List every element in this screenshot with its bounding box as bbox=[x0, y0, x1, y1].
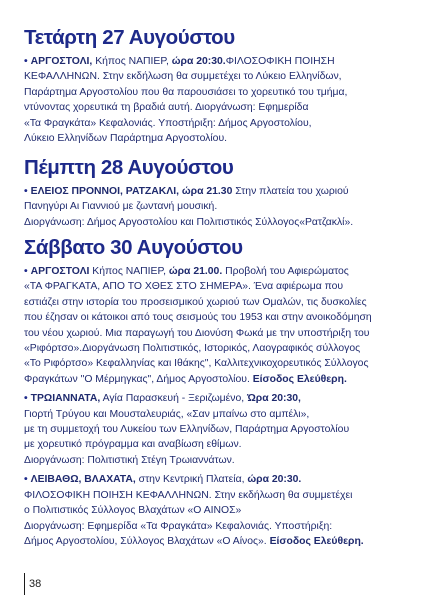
event-text: στην Κεντρική Πλατεία, bbox=[135, 474, 248, 486]
event-text-line bbox=[24, 356, 424, 371]
event-emphasis: ώρα 20:30. bbox=[247, 474, 302, 486]
event-text: Προβολή του Αφιερώματος bbox=[222, 266, 349, 277]
event-emphasis: Είσοδος Ελεύθερη. bbox=[252, 373, 347, 385]
event-text-line bbox=[24, 534, 424, 549]
event-emphasis: ΤΡΩΙΑΝΝΑΤΑ, bbox=[30, 393, 101, 405]
event-emphasis: Είσοδος Ελεύθερη. bbox=[269, 535, 364, 547]
event-emphasis: ΑΡΓΟΣΤΟΛΙ bbox=[30, 266, 90, 277]
event-emphasis: Ώρα 20:30, bbox=[247, 393, 301, 405]
event-text: Πανηγύρι Αι Γιαννιού με ζωντανή μουσική. bbox=[24, 201, 218, 213]
event-text: που έζησαν οι κάτοικοι από τους σεισμούς του 1953 και στην ανοικοδόμηση bbox=[24, 312, 372, 324]
event-emphasis: ΛΕΙΒΑΘΩ, ΒΛΑΧΑΤΑ, bbox=[30, 474, 136, 486]
event-text: Διοργάνωση: Εφημερίδα «Τα Φραγκάτα» Κεφαλονιάς. Υποστήριξη: bbox=[24, 520, 333, 532]
event-text-line bbox=[24, 215, 424, 230]
event-text: ο Πολιτιστικός Σύλλογος Βλαχάτων «Ο ΑΙΝΟΣ» bbox=[24, 505, 242, 517]
event-text: εστιάζει στην ιστορία του προσεισμικού χωριού των Ομαλών, τις δυσκολίες bbox=[24, 296, 367, 308]
event-text-line bbox=[24, 279, 424, 294]
event-text-line bbox=[24, 54, 424, 69]
bullet-icon: • bbox=[24, 393, 28, 405]
event-entry bbox=[24, 54, 424, 146]
event-text-line bbox=[24, 310, 424, 325]
page-number: 38 bbox=[29, 578, 42, 590]
event-text: «Το Ριφόρτσο» Κεφαλληνίας και Ιθάκης", Καλλιτεχνικοχορευτικός Σύλλογος bbox=[24, 358, 369, 370]
event-text-line bbox=[24, 69, 424, 84]
event-emphasis: ΕΛΕΙΟΣ ΠΡΟΝΝΟΙ, ΡΑΤΖΑΚΛΙ, ώρα 21.30 bbox=[30, 186, 233, 197]
event-entry bbox=[24, 264, 424, 387]
event-text-line bbox=[24, 85, 424, 100]
event-text: Στην πλατεία του χωριού bbox=[232, 186, 349, 197]
bullet-icon: • bbox=[24, 474, 28, 486]
event-text: «Τα Φραγκάτα» Κεφαλονιάς. Υποστήριξη: Δήμος Αργοστολίου, bbox=[24, 117, 312, 129]
event-text-line bbox=[24, 422, 424, 437]
event-emphasis: ώρα 21.00. bbox=[168, 266, 223, 277]
event-text-line bbox=[24, 372, 424, 387]
event-text: ΦΙΛΟΣΟΦΙΚΗ ΠΟΙΗΣΗ bbox=[225, 56, 335, 67]
day-section-thursday bbox=[24, 156, 424, 230]
event-text: «Ριφόρτσο».Διοργάνωση Πολιτιστικός, Ιστορικός, Λαογραφικός σύλλογος bbox=[24, 343, 361, 355]
event-text: Διοργάνωση: Πολιτιστική Στέγη Τρωιαννάτων. bbox=[24, 454, 235, 466]
event-entry bbox=[24, 472, 424, 549]
day-heading: Πέμπτη 28 Αυγούστου bbox=[24, 156, 234, 179]
bullet-icon: • bbox=[24, 266, 28, 277]
event-text-line bbox=[24, 116, 424, 131]
event-text-line bbox=[24, 503, 424, 518]
event-text-line bbox=[24, 326, 424, 341]
event-text-line bbox=[24, 488, 424, 503]
event-text-line bbox=[24, 407, 424, 422]
event-text-line bbox=[24, 437, 424, 452]
event-text: Κήπος ΝΑΠΙΕΡ, bbox=[89, 266, 169, 277]
event-text: ντύνοντας χορευτικά τη βραδιά αυτή. Διοργάνωση: Εφημερίδα bbox=[24, 102, 309, 114]
event-text: με τη συμμετοχή του Λυκείου των Ελληνίδων, Παράρτημα Αργοστολίου bbox=[24, 424, 350, 436]
day-heading: Σάββατο 30 Αυγούστου bbox=[24, 236, 243, 259]
event-text-line bbox=[24, 472, 424, 487]
event-entry bbox=[24, 391, 424, 468]
day-section-wednesday bbox=[24, 26, 424, 146]
event-text: «ΤΑ ΦΡΑΓΚΑΤΑ, ΑΠΟ ΤΟ ΧΘΕΣ ΣΤΟ ΣΗΜΕΡΑ». Ένα αφιέρωμα που bbox=[24, 281, 344, 293]
event-text-line bbox=[24, 199, 424, 214]
event-text: Γιορτή Τρύγου και Μουσταλευριάς, «Σαν μπαίνω στο αμπέλι», bbox=[24, 408, 310, 420]
event-text-line bbox=[24, 184, 424, 199]
day-heading: Τετάρτη 27 Αυγούστου bbox=[24, 26, 235, 49]
event-text: με χορευτικό πρόγραμμα και αναβίωση εθίμων. bbox=[24, 439, 242, 451]
event-entry bbox=[24, 184, 424, 230]
event-text: Παράρτημα Αργοστολίου που θα παρουσιάσει το χορευτικό του τμήμα, bbox=[24, 86, 348, 98]
event-text: ΦΙΛΟΣΟΦΙΚΗ ΠΟΙΗΣΗ ΚΕΦΑΛΛΗΝΩΝ. Στην εκδήλωση θα συμμετέχει bbox=[24, 489, 353, 501]
event-text-line bbox=[24, 131, 424, 146]
event-text-line bbox=[24, 100, 424, 115]
page-footer bbox=[24, 573, 41, 595]
event-text-line bbox=[24, 453, 424, 468]
event-text: Φραγκάτων "Ο Μέρμηγκας", Δήμος Αργοστολίου. bbox=[24, 373, 253, 385]
event-text-line bbox=[24, 341, 424, 356]
event-text-line bbox=[24, 391, 424, 406]
event-text: Διοργάνωση: Δήμος Αργοστολίου και Πολιτιστικός Σύλλογος«Ρατζακλί». bbox=[24, 216, 354, 228]
bullet-icon: • bbox=[24, 56, 28, 67]
bullet-icon: • bbox=[24, 186, 28, 197]
event-text-line bbox=[24, 519, 424, 534]
event-text: Κήπος ΝΑΠΙΕΡ, bbox=[92, 56, 172, 67]
event-text: Λύκειο Ελληνίδων Παράρτημα Αργοστολίου. bbox=[24, 133, 228, 145]
event-text-line bbox=[24, 264, 424, 279]
event-text-line bbox=[24, 295, 424, 310]
event-text: ΚΕΦΑΛΛΗΝΩΝ. Στην εκδήλωση θα συμμετέχει το Λύκειο Ελληνίδων, bbox=[24, 71, 342, 83]
event-text: Αγία Παρασκευή - Ξεριζωμένο, bbox=[100, 393, 248, 405]
day-section-saturday bbox=[24, 236, 424, 549]
event-text: Δήμος Αργοστολίου, Σύλλογος Βλαχάτων «Ο Αίνος». bbox=[24, 535, 270, 547]
event-text: του νέου χωριού. Μια παραγωγή του Διονύση Φωκά με την υποστήριξη του bbox=[24, 327, 370, 339]
event-emphasis: ΑΡΓΟΣΤΟΛΙ, bbox=[30, 56, 93, 67]
event-emphasis: ώρα 20:30. bbox=[171, 56, 226, 67]
